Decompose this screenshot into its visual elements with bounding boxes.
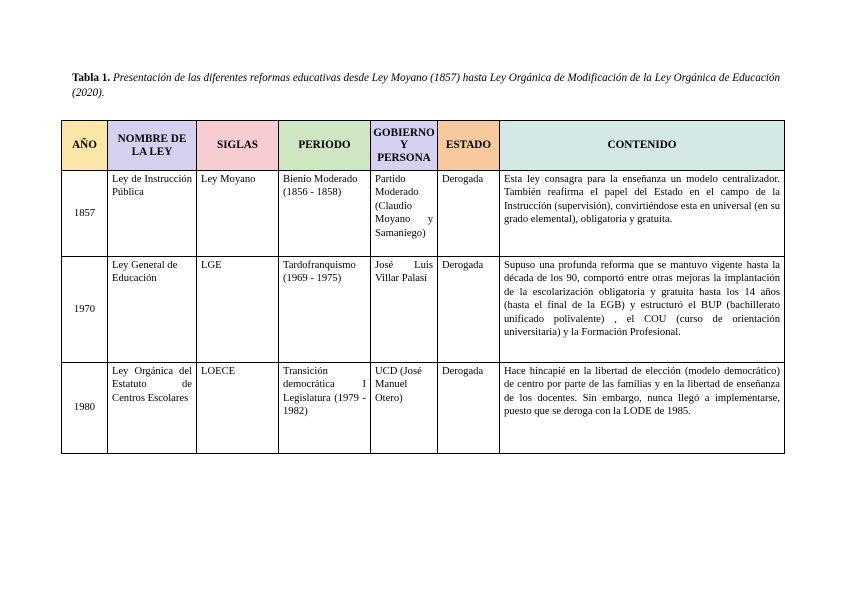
table-row: [62, 363, 785, 454]
cell-name: Ley General de Educación: [108, 257, 197, 363]
header-periodo: PERIODO: [279, 121, 371, 171]
cell-year: 1857: [62, 171, 108, 257]
header-estado: ESTADO: [438, 121, 500, 171]
header-contenido: CONTENIDO: [500, 121, 785, 171]
cell-name: Ley de Instrucción Pública: [108, 171, 197, 257]
cell-year: 1980: [62, 363, 108, 454]
cell-estado: Derogada: [438, 171, 500, 257]
cell-contenido: Hace hincapié en la libertad de elección (modelo democrático) de centro por parte de las familias y en la libertad de enseñanza de los docentes. Sin embargo, nunca llegó a implementarse, puesto que se deroga con la LODE de 1985.: [500, 363, 785, 454]
cell-siglas: LGE: [197, 257, 279, 363]
cell-gobierno: Partido Moderado (Claudio Moyano y Samaniego): [371, 171, 438, 257]
cell-siglas: Ley Moyano: [197, 171, 279, 257]
cell-gobierno: UCD (José Manuel Otero): [371, 363, 438, 454]
cell-contenido: Esta ley consagra para la enseñanza un modelo centralizador. También reafirma el papel del Estado en el campo de la Instrucción (supervisión), convirtiéndose esta en universal (en su grado elemental), obligatoria y gratuita.: [500, 171, 785, 257]
cell-name: Ley Orgánica del Estatuto de Centros Escolares: [108, 363, 197, 454]
table-row: [62, 171, 785, 257]
caption-label: Tabla 1.: [72, 72, 111, 84]
table-row: [62, 257, 785, 363]
header-nombre: NOMBRE DE LA LEY: [108, 121, 197, 171]
reforms-table: [61, 120, 785, 454]
cell-gobierno: José Luis Villar Palasí: [371, 257, 438, 363]
cell-periodo: Transición democrática I Legislatura (1979 - 1982): [279, 363, 371, 454]
header-gobierno: GOBIERNO Y PERSONA: [371, 121, 438, 171]
header-siglas: SIGLAS: [197, 121, 279, 171]
header-ano: AÑO: [62, 121, 108, 171]
cell-contenido: Supuso una profunda reforma que se mantuvo vigente hasta la década de los 90, comportó entre otras mejoras la implantación de la escolarización obligatoria y gratuita hasta los 14 años (hasta el final de la EGB) y estructuró el BUP (bachillerato unificado polivalente) , el COU (curso de orientación universitaria) y la Formación Profesional.: [500, 257, 785, 363]
cell-estado: Derogada: [438, 257, 500, 363]
cell-year: 1970: [62, 257, 108, 363]
caption-text: Presentación de las diferentes reformas educativas desde Ley Moyano (1857) hasta Ley Orgánica de Modificación de la Ley Orgánica de Educación (2020).: [72, 72, 781, 99]
cell-periodo: Bienio Moderado (1856 - 1858): [279, 171, 371, 257]
header-row: [62, 121, 785, 171]
cell-periodo: Tardofranquismo (1969 - 1975): [279, 257, 371, 363]
cell-estado: Derogada: [438, 363, 500, 454]
table-caption: [72, 71, 784, 101]
cell-siglas: LOECE: [197, 363, 279, 454]
